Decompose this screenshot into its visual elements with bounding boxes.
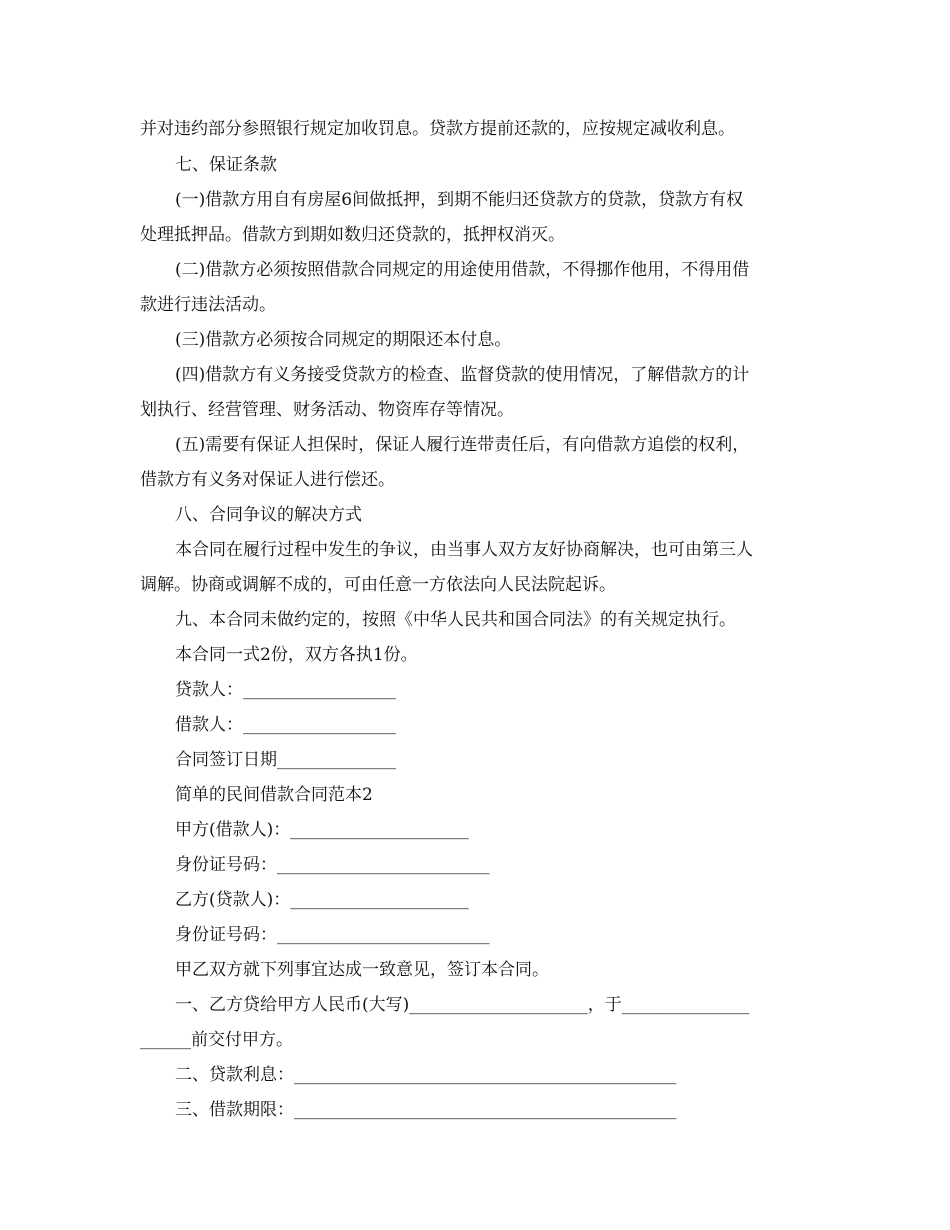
text-line-6: 款进行违法活动。 — [140, 295, 276, 315]
party-a-id-field: 身份证号码：_________________________ — [175, 855, 490, 875]
party-b-field: 乙方(贷款人)：_____________________ — [175, 890, 469, 910]
text-line-25: 甲乙双方就下列事宜达成一致意见，签订本合同。 — [175, 960, 549, 980]
sign-date-field: 合同签订日期______________ — [175, 750, 396, 770]
loan-amount-clause: 一、乙方贷给甲方人民币(大写)_____________________，于_______________ — [175, 995, 750, 1015]
section-heading-8: 八、合同争议的解决方式 — [175, 505, 362, 525]
loan-amount-clause-cont: ______前交付甲方。 — [140, 1030, 293, 1050]
text-line-14: 调解。协商或调解不成的，可由任意一方依法向人民法院起诉。 — [140, 575, 616, 595]
loan-term-field: 三、借款期限：_____________________________________________ — [175, 1100, 677, 1120]
lender-signature-field: 贷款人：__________________ — [175, 680, 396, 700]
text-line-9: 划执行、经营管理、财务活动、物资库存等情况。 — [140, 400, 514, 420]
text-line-8: (四)借款方有义务接受贷款方的检查、监督贷款的使用情况，了解借款方的计 — [175, 365, 750, 385]
borrower-signature-field: 借款人：__________________ — [175, 715, 396, 735]
section-heading-9: 九、本合同未做约定的，按照《中华人民共和国合同法》的有关规定执行。 — [175, 610, 736, 630]
loan-interest-field: 二、贷款利息：_____________________________________________ — [175, 1065, 677, 1085]
template-title: 简单的民间借款合同范本2 — [175, 785, 373, 805]
section-heading-7: 七、保证条款 — [175, 155, 277, 175]
text-line-5: (二)借款方必须按照借款合同规定的用途使用借款，不得挪作他用，不得用借 — [175, 260, 750, 280]
party-b-id-field: 身份证号码：_________________________ — [175, 925, 490, 945]
text-line-4: 处理抵押品。借款方到期如数归还贷款的，抵押权消灭。 — [140, 225, 565, 245]
text-line-16: 本合同一式2份，双方各执1份。 — [175, 645, 418, 665]
party-a-field: 甲方(借款人)：_____________________ — [175, 820, 469, 840]
text-line-3: (一)借款方用自有房屋6间做抵押，到期不能归还贷款方的贷款，贷款方有权 — [175, 190, 744, 210]
text-line-7: (三)借款方必须按合同规定的期限还本付息。 — [175, 330, 512, 350]
text-line-1: 并对违约部分参照银行规定加收罚息。贷款方提前还款的，应按规定减收利息。 — [140, 119, 735, 139]
text-line-10: (五)需要有保证人担保时，保证人履行连带责任后，有向借款方追偿的权利， — [175, 435, 750, 455]
text-line-11: 借款方有义务对保证人进行偿还。 — [140, 470, 395, 490]
text-line-13: 本合同在履行过程中发生的争议，由当事人双方友好协商解决，也可由第三人 — [175, 540, 753, 560]
